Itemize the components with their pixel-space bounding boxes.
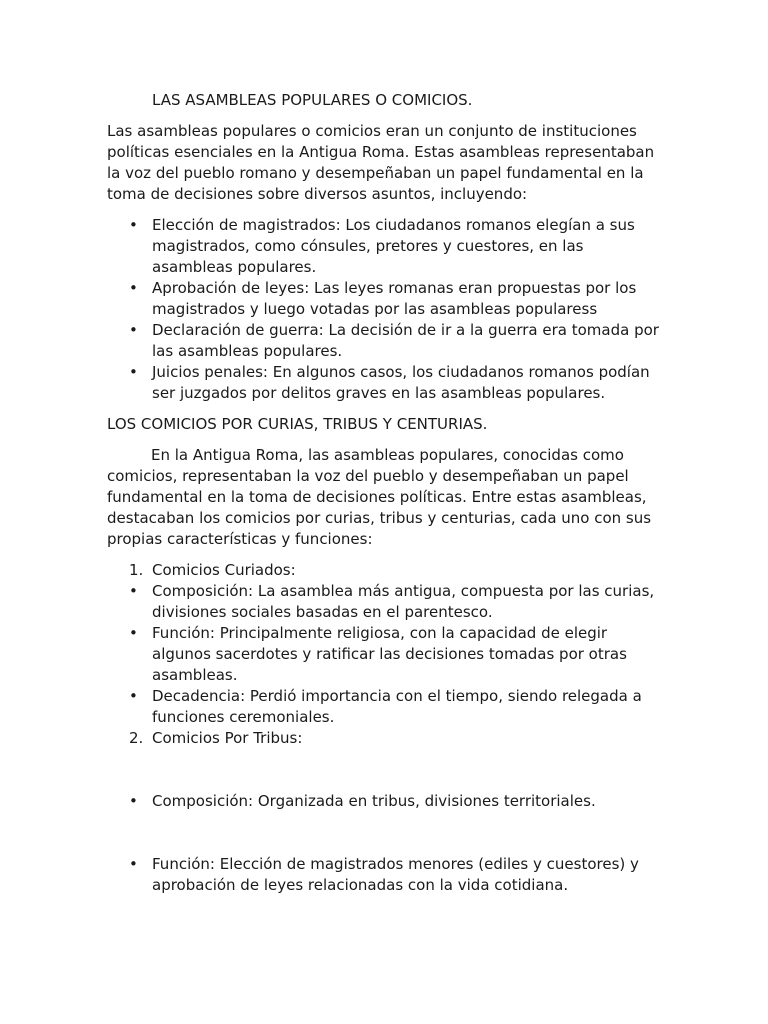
numbered-item-label: Comicios Curiados: <box>152 561 296 579</box>
list-item: • Función: Elección de magistrados menores (ediles y cuestores) y aprobación de leyes relacionadas con la vida cotidiana. <box>107 854 667 896</box>
list-item: • Elección de magistrados: Los ciudadanos romanos elegían a sus magistrados, como cónsules, pretores y cuestores, en las asambleas populares. <box>107 215 667 278</box>
section-heading: LOS COMICIOS POR CURIAS, TRIBUS Y CENTURIAS. <box>107 415 488 433</box>
list-number: 2. <box>129 729 144 747</box>
numbered-item-tribus <box>107 728 667 749</box>
intro-paragraph: Las asambleas populares o comicios eran un conjunto de instituciones políticas esenciales en la Antigua Roma. Estas asambleas representaban la voz del pueblo romano y desempeñaban un papel fundamental en la toma de decisiones sobre diversos asuntos, incluyendo: <box>107 122 655 203</box>
section-paragraph: En la Antigua Roma, las asambleas populares, conocidas como comicios, representaban la voz del pueblo y desempeñaban un papel fundamental en la toma de decisiones políticas. Entre estas asambleas, destacaban los comicios por curias, tribus y centurias, cada uno con sus propias características y funciones: <box>107 446 652 548</box>
numbered-item-label: Comicios Por Tribus: <box>152 729 303 747</box>
list-item: • Función: Principalmente religiosa, con la capacidad de elegir algunos sacerdotes y ratificar las decisiones tomadas por otras asambleas. <box>107 623 667 686</box>
list-item: • Declaración de guerra: La decisión de ir a la guerra era tomada por las asambleas populares. <box>107 320 667 362</box>
numbered-item-curiados <box>107 560 667 581</box>
list-item: • Decadencia: Perdió importancia con el tiempo, siendo relegada a funciones ceremoniales. <box>107 686 667 728</box>
comicios-list <box>107 560 667 749</box>
list-item: • Composición: Organizada en tribus, divisiones territoriales. <box>107 791 667 812</box>
functions-list <box>107 215 667 404</box>
document-title: LAS ASAMBLEAS POPULARES O COMICIOS. <box>152 91 473 109</box>
list-item: • Aprobación de leyes: Las leyes romanas eran propuestas por los magistrados y luego votadas por las asambleas popularess <box>107 278 667 320</box>
blank-space <box>107 749 667 791</box>
list-item: • Juicios penales: En algunos casos, los ciudadanos romanos podían ser juzgados por delitos graves en las asambleas populares. <box>107 362 667 404</box>
blank-space <box>107 812 667 854</box>
list-number: 1. <box>129 561 144 579</box>
tribus-list-2 <box>107 854 667 896</box>
list-item: • Composición: La asamblea más antigua, compuesta por las curias, divisiones sociales basadas en el parentesco. <box>107 581 667 623</box>
document-page <box>107 90 667 896</box>
tribus-list <box>107 791 667 812</box>
